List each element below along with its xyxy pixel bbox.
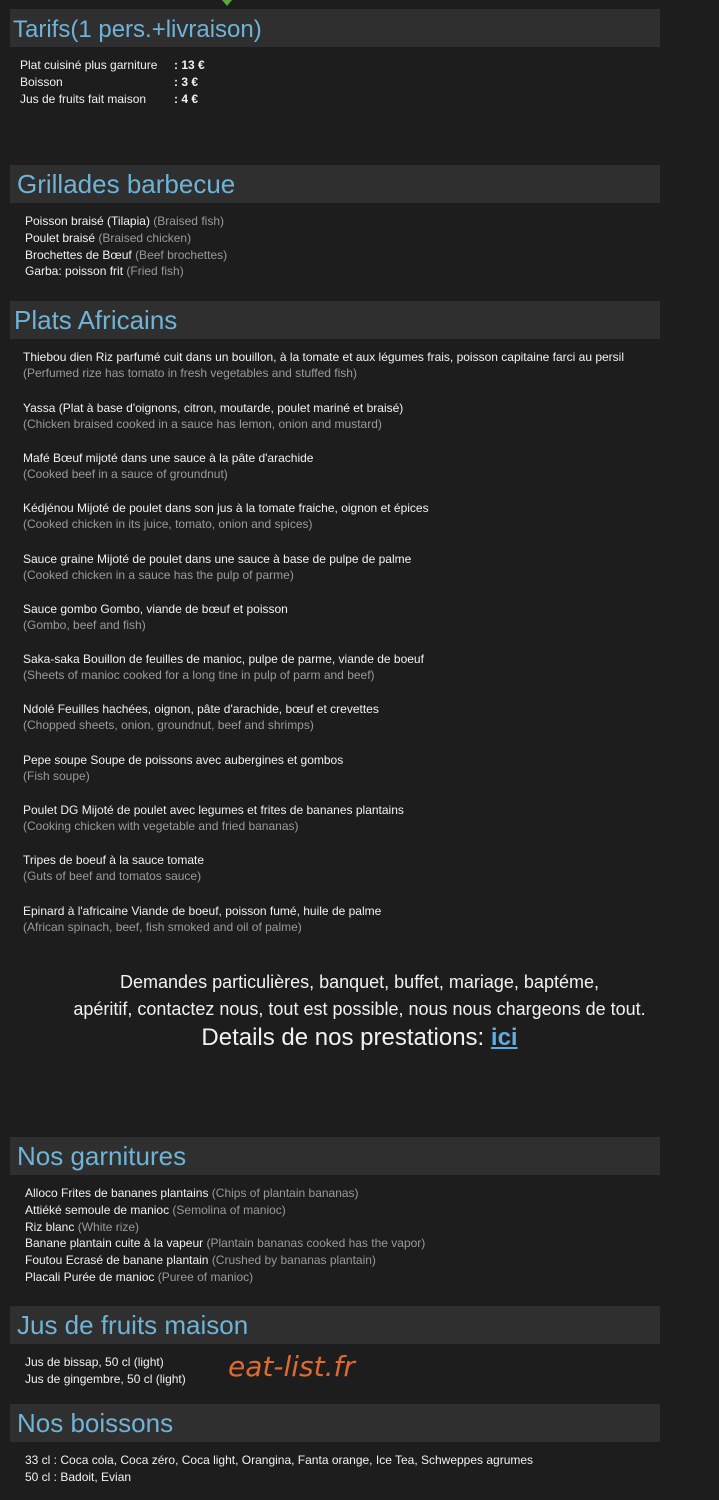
list-item: Jus de bissap, 50 cl (light) — [25, 1355, 164, 1369]
list-item: Alloco Frites de bananes plantains (Chips of plantain bananas) — [25, 1186, 359, 1200]
tarif-row: Jus de fruits fait maison — [20, 92, 147, 106]
details-link[interactable]: ici — [490, 1024, 518, 1051]
dish-item: Ndolé Feuilles hachées, oignon, pâte d'arachide, bœuf et crevettes (Chopped sheets, onion, groundnut, beef and shrimps) — [23, 702, 379, 732]
list-item: Riz blanc (White rize) — [25, 1220, 140, 1234]
notice-details — [0, 1024, 719, 1051]
dish-item: Epinard à l'africaine Viande de boeuf, poisson fumé, huile de palme (African spinach, beef, fish smoked and oil of palme) — [23, 904, 382, 934]
plats-title: Plats Africains — [14, 305, 178, 335]
dish-item: Thiebou dien Riz parfumé cuit dans un bouillon, à la tomate et aux légumes frais, poisson capitaine farci au persil (Perfumed rize has tomato in fresh vegetables and stuffed fish) — [23, 350, 625, 380]
list-item: 33 cl : Coca cola, Coca zéro, Coca light, Orangina, Fanta orange, Ice Tea, Schweppes agrumes — [25, 1453, 534, 1467]
tarif-price: : 13 € — [174, 58, 205, 72]
tarif-row: Boisson — [20, 75, 63, 89]
grillades-title: Grillades barbecue — [17, 169, 236, 199]
dish-item: Kédjénou Mijoté de poulet dans son jus à la tomate fraiche, oignon et épices (Cooked chicken in its juice, tomato, onion and spices) — [23, 501, 429, 531]
list-item: Attiéké semoule de manioc (Semolina of manioc) — [25, 1203, 286, 1217]
tarif-row: Plat cuisiné plus garniture — [20, 58, 158, 72]
dish-item: Tripes de boeuf à la sauce tomate (Guts of beef and tomatos sauce) — [23, 853, 204, 883]
tarifs-title: Tarifs(1 pers.+livraison) — [13, 16, 262, 43]
garnitures-title: Nos garnitures — [17, 1141, 187, 1171]
list-item: Banane plantain cuite à la vapeur (Plantain bananas cooked has the vapor) — [25, 1236, 426, 1250]
dish-item: Saka-saka Bouillon de feuilles de manioc, pulpe de parme, viande de boeuf (Sheets of manioc cooked for a long tine in pulp of parm and beef) — [23, 652, 424, 682]
list-item: Jus de gingembre, 50 cl (light) — [25, 1372, 186, 1386]
list-item: Brochettes de Bœuf (Beef brochettes) — [25, 248, 228, 262]
tarif-price: : 3 € — [174, 75, 199, 89]
dish-item: Poulet DG Mijoté de poulet avec legumes et frites de bananes plantains (Cooking chicken with vegetable and fried bananas) — [23, 803, 404, 833]
dish-item: Sauce graine Mijoté de poulet dans une sauce à base de pulpe de palme (Cooked chicken in a sauce has the pulp of parme) — [23, 552, 412, 582]
list-item: Poulet braisé (Braised chicken) — [25, 231, 192, 245]
list-item: Poisson braisé (Tilapia) (Braised fish) — [25, 214, 224, 228]
list-item: Garba: poisson frit (Fried fish) — [25, 264, 184, 278]
dish-item: Mafé Bœuf mijoté dans une sauce à la pâte d'arachide (Cooked beef in a sauce of groundnut) — [23, 451, 314, 481]
jus-title: Jus de fruits maison — [17, 1310, 249, 1340]
dish-item: Pepe soupe Soupe de poissons avec aubergines et gombos (Fish soupe) — [23, 753, 344, 783]
notice-line-2: apéritif, contactez nous, tout est possible, nous nous chargeons de tout. — [73, 999, 646, 1019]
list-item: Placali Purée de manioc (Puree of manioc) — [25, 1270, 254, 1284]
tarif-price: : 4 € — [174, 92, 199, 106]
list-item: 50 cl : Badoit, Evian — [25, 1470, 132, 1484]
dish-item: Yassa (Plat à base d'oignons, citron, moutarde, poulet mariné et braisé) (Chicken braised cooked in a sauce has lemon, onion and mustard) — [23, 401, 404, 431]
watermark: eat-list.fr — [228, 1350, 355, 1383]
boissons-title: Nos boissons — [17, 1408, 174, 1438]
list-item: Foutou Ecrasé de banane plantain (Crushed by bananas plantain) — [25, 1253, 376, 1267]
dish-item: Sauce gombo Gombo, viande de bœuf et poisson (Gombo, beef and fish) — [23, 602, 288, 632]
details-label: Details de nos prestations: — [201, 1024, 491, 1051]
leaf-decoration — [222, 0, 232, 6]
notice-line-1: Demandes particulières, banquet, buffet, mariage, baptéme, — [120, 972, 599, 992]
